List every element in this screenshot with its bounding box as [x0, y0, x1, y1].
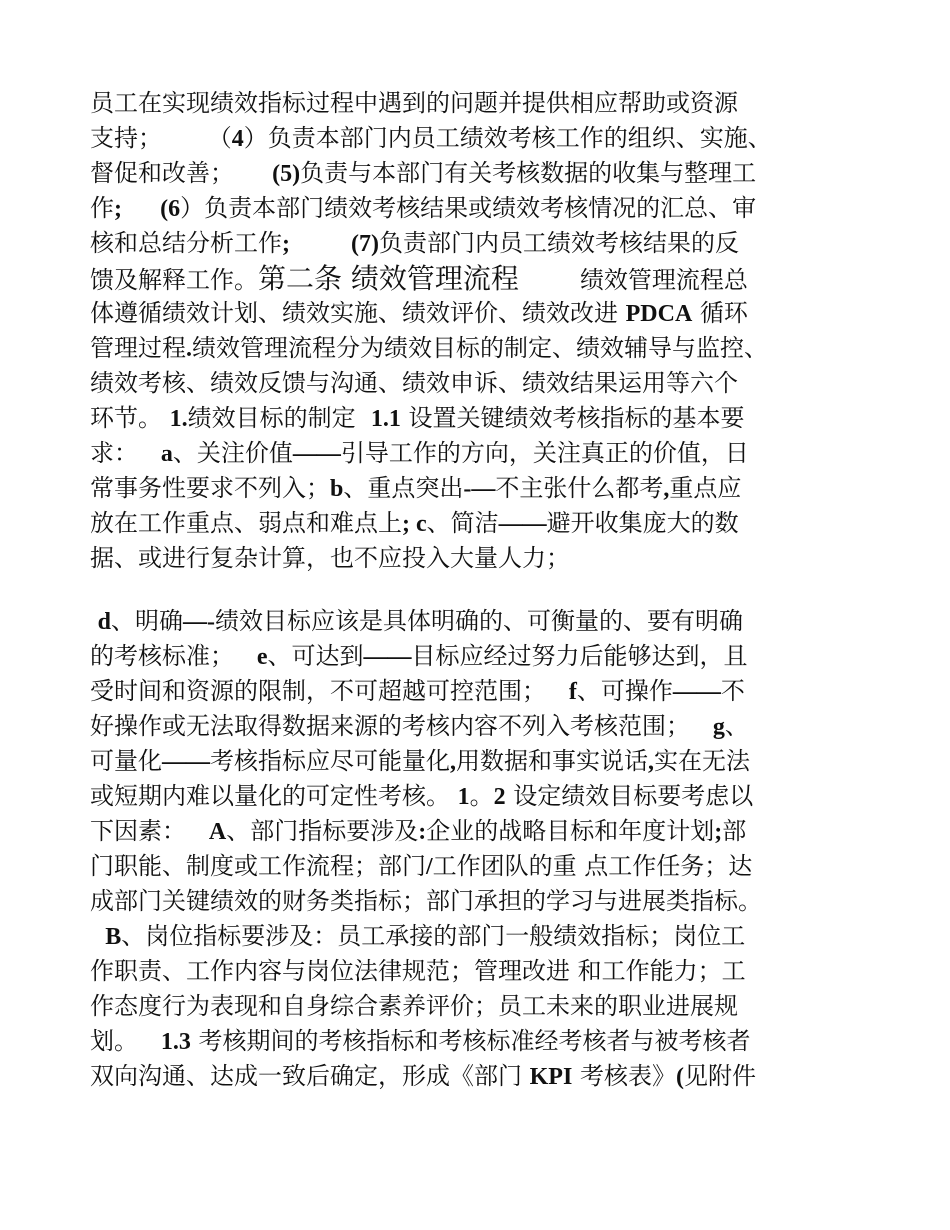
text-line: 成部门关键绩效的财务类指标；部门承担的学习与进展类指标。 [90, 887, 762, 915]
text-line: 双向沟通、达成一致后确定，形成《部门 KPI 考核表》(见附件 [90, 1062, 756, 1090]
text-line: 员工在实现绩效指标过程中遇到的问题并提供相应帮助或资源 [90, 89, 738, 117]
text-line: 划。 1.3 考核期间的考核指标和考核标准经考核者与被考核者 [90, 1027, 751, 1055]
text-line: 作态度行为表现和自身综合素养评价；员工未来的职业进展规 [90, 992, 738, 1020]
paragraph-criteria [90, 604, 880, 1094]
text-line: 或短期内难以量化的可定性考核。 1。2 设定绩效目标要考虑以 [90, 782, 754, 810]
text-line: 作; (6）负责本部门绩效考核结果或绩效考核情况的汇总、审 [90, 194, 757, 222]
text-line: 求： a、关注价值——引导工作的方向，关注真正的价值，日 [90, 439, 749, 467]
document-body [90, 86, 880, 1094]
section-heading: 第二条 绩效管理流程 [258, 262, 519, 295]
text-line: 下因素： A、部门指标要涉及:企业的战略目标和年度计划;部 [90, 817, 747, 845]
text-line: 放在工作重点、弱点和难点上; c、简洁——避开收集庞大的数 [90, 509, 739, 537]
text-line: 作职责、工作内容与岗位法律规范；管理改进 和工作能力；工 [90, 957, 746, 985]
text-line: 支持； （4）负责本部门内员工绩效考核工作的组织、实施、 [90, 124, 772, 152]
text-line: 常事务性要求不列入；b、重点突出-—不主张什么都考,重点应 [90, 474, 742, 502]
text-line: 管理过程.绩效管理流程分为绩效目标的制定、绩效辅导与监控、 [90, 334, 768, 362]
text-line: 门职能、制度或工作流程；部门/工作团队的重 点工作任务；达 [90, 852, 753, 880]
text-line: 环节。 1.绩效目标的制定 1.1 设置关键绩效考核指标的基本要 [90, 404, 745, 432]
text-line: d、明确—-绩效目标应该是具体明确的、可衡量的、要有明确 [97, 607, 743, 635]
text-line: 体遵循绩效计划、绩效实施、绩效评价、绩效改进 PDCA 循环 [90, 299, 748, 327]
text-line: 核和总结分析工作; (7)负责部门内员工绩效考核结果的反 [90, 229, 740, 257]
text-line: 的考核标准； e、可达到——目标应经过努力后能够达到，且 [90, 642, 748, 670]
text-line: 可量化——考核指标应尽可能量化,用数据和事实说话,实在无法 [90, 747, 750, 775]
paragraph-duties [90, 86, 880, 576]
paragraph-spacer [90, 576, 880, 604]
text-line: 好操作或无法取得数据来源的考核内容不列入考核范围； g、 [90, 712, 749, 740]
text-line: 督促和改善； (5)负责与本部门有关考核数据的收集与整理工 [90, 159, 757, 187]
text-line: B、岗位指标要涉及：员工承接的部门一般绩效指标；岗位工 [105, 922, 746, 950]
text-line: 受时间和资源的限制，不可超越可控范围； f、可操作——不 [90, 677, 745, 705]
text-line: 馈及解释工作。第二条 绩效管理流程 绩效管理流程总 [90, 262, 748, 295]
text-line: 绩效考核、绩效反馈与沟通、绩效申诉、绩效结果运用等六个 [90, 369, 738, 397]
text-line: 据、或进行复杂计算，也不应投入大量人力； [90, 544, 570, 572]
